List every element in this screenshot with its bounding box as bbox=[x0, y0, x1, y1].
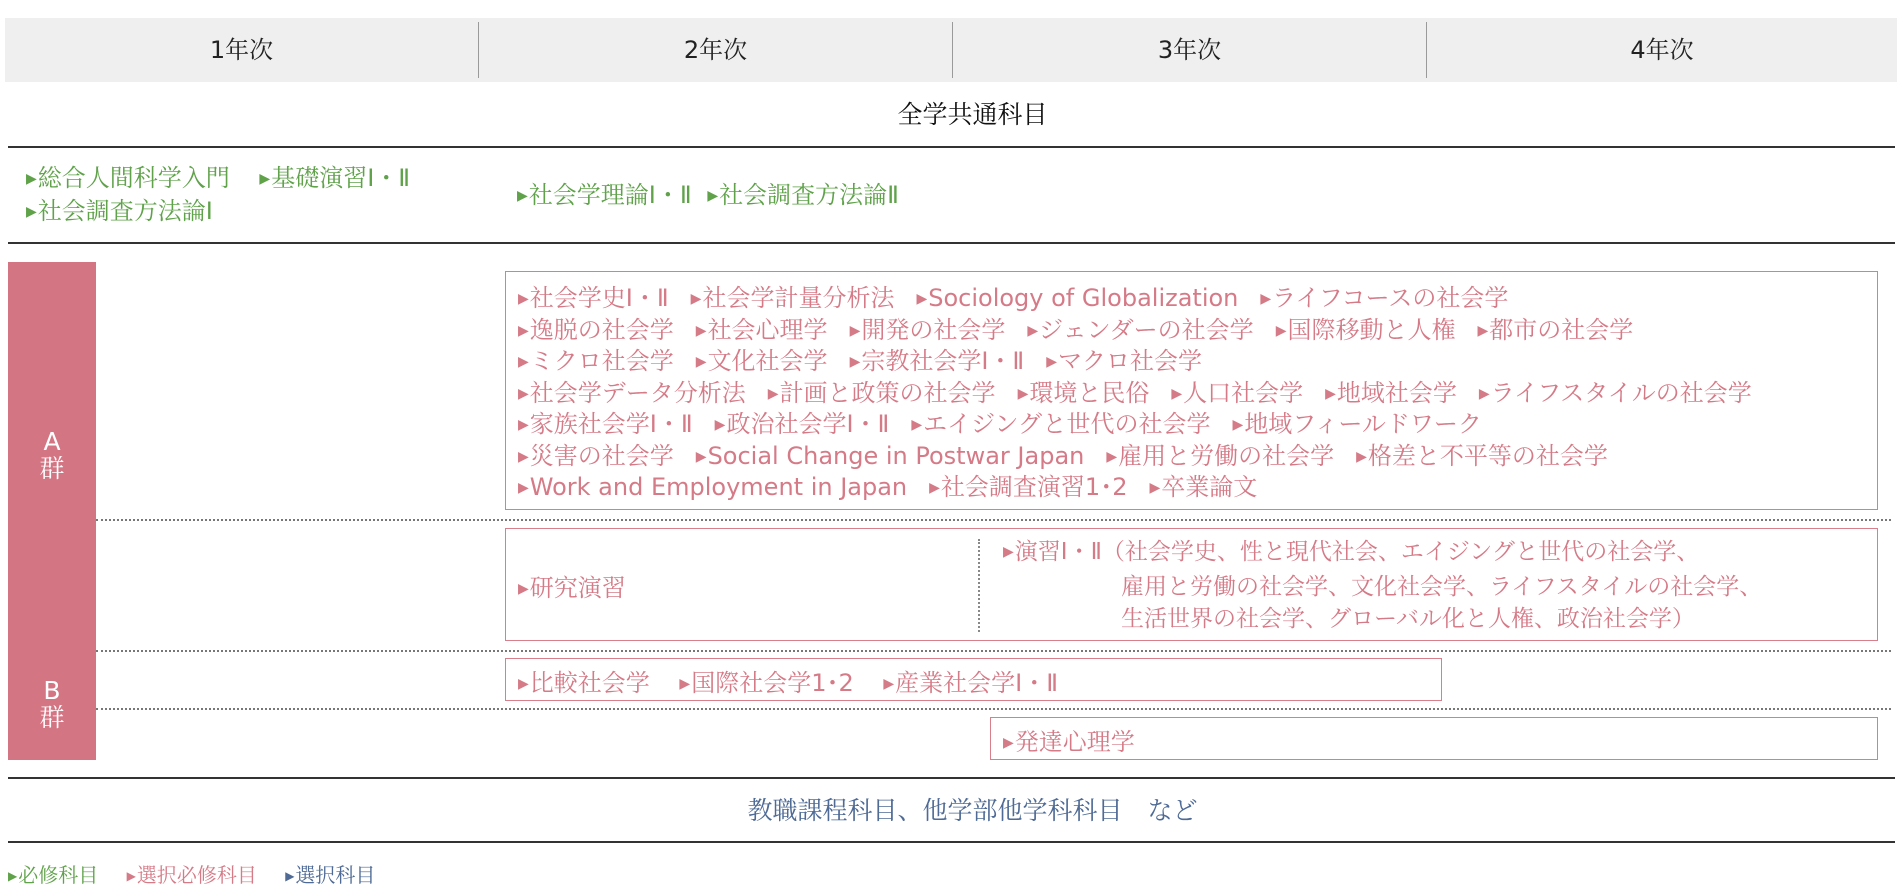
course-item: ▶ミクロ社会学 bbox=[518, 347, 674, 375]
course-item: ▶発達心理学 bbox=[1003, 728, 1135, 756]
year-header bbox=[5, 18, 1897, 82]
triangle-icon: ▶ bbox=[1027, 322, 1039, 339]
year-2-header: 2年次 bbox=[683, 36, 748, 64]
legend bbox=[8, 859, 375, 888]
legend-elective: ▶選択科目 bbox=[285, 863, 376, 887]
triangle-icon: ▶ bbox=[929, 480, 940, 496]
triangle-icon: ▶ bbox=[849, 354, 861, 370]
triangle-icon: ▶ bbox=[1325, 385, 1336, 402]
group-b-label: B 群 bbox=[39, 676, 65, 732]
triangle-icon: ▶ bbox=[1260, 291, 1272, 307]
triangle-icon: ▶ bbox=[518, 322, 529, 339]
course-item: ▶地域社会学 bbox=[1325, 378, 1457, 407]
legend-required: ▶必修科目 bbox=[8, 863, 99, 887]
dotted-divider bbox=[96, 708, 1891, 710]
seminar-right: ▶演習Ⅰ・Ⅱ（社会学史、性と現代社会、エイジングと世代の社会学、 雇用と労働の社会学、文化社会学、ライフスタイルの社会学、 生活世界の社会学、グローバル化と人権、政治社会学） bbox=[1003, 539, 1763, 632]
divider-line bbox=[8, 242, 1895, 244]
common-year1-line1 bbox=[26, 162, 410, 199]
dotted-divider bbox=[96, 519, 1891, 521]
triangle-icon: ▶ bbox=[1477, 322, 1489, 339]
other-courses: 教職課程科目、他学部他学科科目 など bbox=[747, 796, 1198, 825]
triangle-icon: ▶ bbox=[518, 480, 529, 496]
course-line bbox=[518, 467, 1279, 502]
group-b-row2 bbox=[1003, 722, 1135, 757]
course-item: ▶比較社会学 bbox=[518, 669, 650, 697]
triangle-icon: ▶ bbox=[518, 354, 529, 370]
course-item: ▶都市の社会学 bbox=[1477, 315, 1634, 344]
triangle-icon: ▶ bbox=[1171, 385, 1183, 402]
course-item: ▶社会学史Ⅰ・Ⅱ bbox=[518, 284, 669, 312]
course-line bbox=[518, 436, 1630, 471]
triangle-icon: ▶ bbox=[695, 354, 707, 370]
triangle-icon: ▶ bbox=[714, 417, 726, 433]
course-item: ▶計画と政策の社会学 bbox=[767, 378, 996, 407]
triangle-icon: ▶ bbox=[1003, 544, 1014, 560]
course-item: ▶社会調査方法論Ⅰ bbox=[26, 197, 213, 225]
course-item: ▶災害の社会学 bbox=[518, 441, 674, 470]
common-courses-title: 全学共通科目 bbox=[897, 100, 1048, 129]
triangle-icon: ▶ bbox=[518, 448, 529, 465]
year-4-header: 4年次 bbox=[1630, 36, 1694, 64]
group-a-label: A 群 bbox=[39, 427, 65, 483]
triangle-icon: ▶ bbox=[518, 291, 529, 307]
course-item: ▶エイジングと世代の社会学 bbox=[911, 410, 1211, 438]
course-item: ▶社会学計量分析法 bbox=[690, 284, 895, 312]
triangle-icon: ▶ bbox=[518, 417, 529, 433]
triangle-icon: ▶ bbox=[518, 385, 529, 402]
triangle-icon: ▶ bbox=[911, 417, 923, 433]
course-item: ▶社会学データ分析法 bbox=[518, 378, 746, 407]
course-item: ▶Work and Employment in Japan bbox=[518, 473, 908, 501]
seminar-left: ▶研究演習 bbox=[518, 574, 626, 602]
divider-line bbox=[8, 146, 1895, 148]
course-line bbox=[518, 404, 1504, 439]
triangle-icon: ▶ bbox=[26, 204, 37, 220]
course-item: ▶社会心理学 bbox=[695, 315, 828, 344]
triangle-icon: ▶ bbox=[259, 171, 271, 187]
divider-line bbox=[8, 777, 1895, 779]
triangle-icon: ▶ bbox=[8, 869, 18, 883]
course-item: ▶卒業論文 bbox=[1149, 473, 1258, 501]
common-year2 bbox=[517, 179, 899, 216]
course-item: ▶ジェンダーの社会学 bbox=[1027, 315, 1254, 344]
triangle-icon: ▶ bbox=[517, 188, 528, 204]
triangle-icon: ▶ bbox=[690, 291, 702, 307]
course-item: ▶雇用と労働の社会学 bbox=[1106, 441, 1335, 470]
course-item: ▶政治社会学Ⅰ・Ⅱ bbox=[714, 410, 890, 438]
course-item: ▶ライフスタイルの社会学 bbox=[1478, 378, 1752, 407]
course-item: ▶国際社会学1･2 bbox=[679, 669, 854, 697]
triangle-icon: ▶ bbox=[695, 322, 707, 339]
triangle-icon: ▶ bbox=[1478, 385, 1490, 402]
course-item: ▶人口社会学 bbox=[1171, 378, 1304, 407]
course-item: ▶マクロ社会学 bbox=[1046, 347, 1203, 375]
triangle-icon: ▶ bbox=[679, 676, 691, 692]
triangle-icon: ▶ bbox=[695, 448, 707, 465]
seminar-divider bbox=[978, 539, 980, 632]
triangle-icon: ▶ bbox=[285, 869, 295, 883]
course-item: ▶環境と民俗 bbox=[1017, 378, 1150, 407]
course-item: ▶産業社会学Ⅰ・Ⅱ bbox=[883, 669, 1059, 697]
course-item: ▶基礎演習Ⅰ・Ⅱ bbox=[259, 164, 411, 192]
divider-line bbox=[8, 841, 1895, 843]
year-3-header: 3年次 bbox=[1157, 36, 1222, 64]
triangle-icon: ▶ bbox=[1017, 385, 1029, 402]
course-item: ▶逸脱の社会学 bbox=[518, 315, 674, 344]
triangle-icon: ▶ bbox=[1275, 322, 1287, 339]
course-line bbox=[518, 278, 1530, 313]
dotted-divider bbox=[96, 650, 1891, 652]
course-line bbox=[518, 341, 1224, 376]
course-line bbox=[518, 373, 1774, 408]
course-item: ▶Social Change in Postwar Japan bbox=[695, 441, 1085, 470]
triangle-icon: ▶ bbox=[1003, 735, 1014, 751]
triangle-icon: ▶ bbox=[767, 385, 779, 402]
course-item: ▶格差と不平等の社会学 bbox=[1356, 441, 1608, 470]
legend-selective-required: ▶選択必修科目 bbox=[126, 863, 257, 887]
course-item: ▶宗教社会学Ⅰ・Ⅱ bbox=[849, 347, 1025, 375]
course-item: ▶家族社会学Ⅰ・Ⅱ bbox=[518, 410, 693, 438]
course-item: ▶国際移動と人権 bbox=[1275, 315, 1456, 344]
triangle-icon: ▶ bbox=[518, 581, 529, 597]
course-item: ▶社会学理論Ⅰ・Ⅱ bbox=[517, 181, 692, 209]
year-1-header: 1年次 bbox=[209, 36, 274, 64]
triangle-icon: ▶ bbox=[1106, 448, 1118, 465]
triangle-icon: ▶ bbox=[1356, 448, 1367, 465]
common-year1-line2 bbox=[26, 195, 213, 232]
triangle-icon: ▶ bbox=[1149, 480, 1161, 496]
triangle-icon: ▶ bbox=[518, 676, 529, 692]
course-item: ▶開発の社会学 bbox=[849, 315, 1006, 344]
triangle-icon: ▶ bbox=[126, 869, 136, 883]
triangle-icon: ▶ bbox=[1232, 417, 1244, 433]
course-item: ▶地域フィールドワーク bbox=[1232, 410, 1482, 438]
course-line bbox=[518, 310, 1655, 345]
course-item: ▶社会調査方法論Ⅱ bbox=[707, 181, 899, 209]
triangle-icon: ▶ bbox=[849, 322, 861, 339]
course-item: ▶文化社会学 bbox=[695, 347, 828, 375]
triangle-icon: ▶ bbox=[26, 171, 37, 187]
course-item: ▶ライフコースの社会学 bbox=[1260, 284, 1509, 312]
course-item: ▶総合人間科学入門 bbox=[26, 164, 230, 192]
triangle-icon: ▶ bbox=[883, 676, 895, 692]
course-item: ▶Sociology of Globalization bbox=[916, 284, 1239, 312]
group-b-row1 bbox=[518, 663, 1058, 698]
triangle-icon: ▶ bbox=[1046, 354, 1058, 370]
triangle-icon: ▶ bbox=[707, 188, 719, 204]
triangle-icon: ▶ bbox=[916, 291, 928, 307]
course-item: ▶社会調査演習1･2 bbox=[929, 473, 1128, 501]
